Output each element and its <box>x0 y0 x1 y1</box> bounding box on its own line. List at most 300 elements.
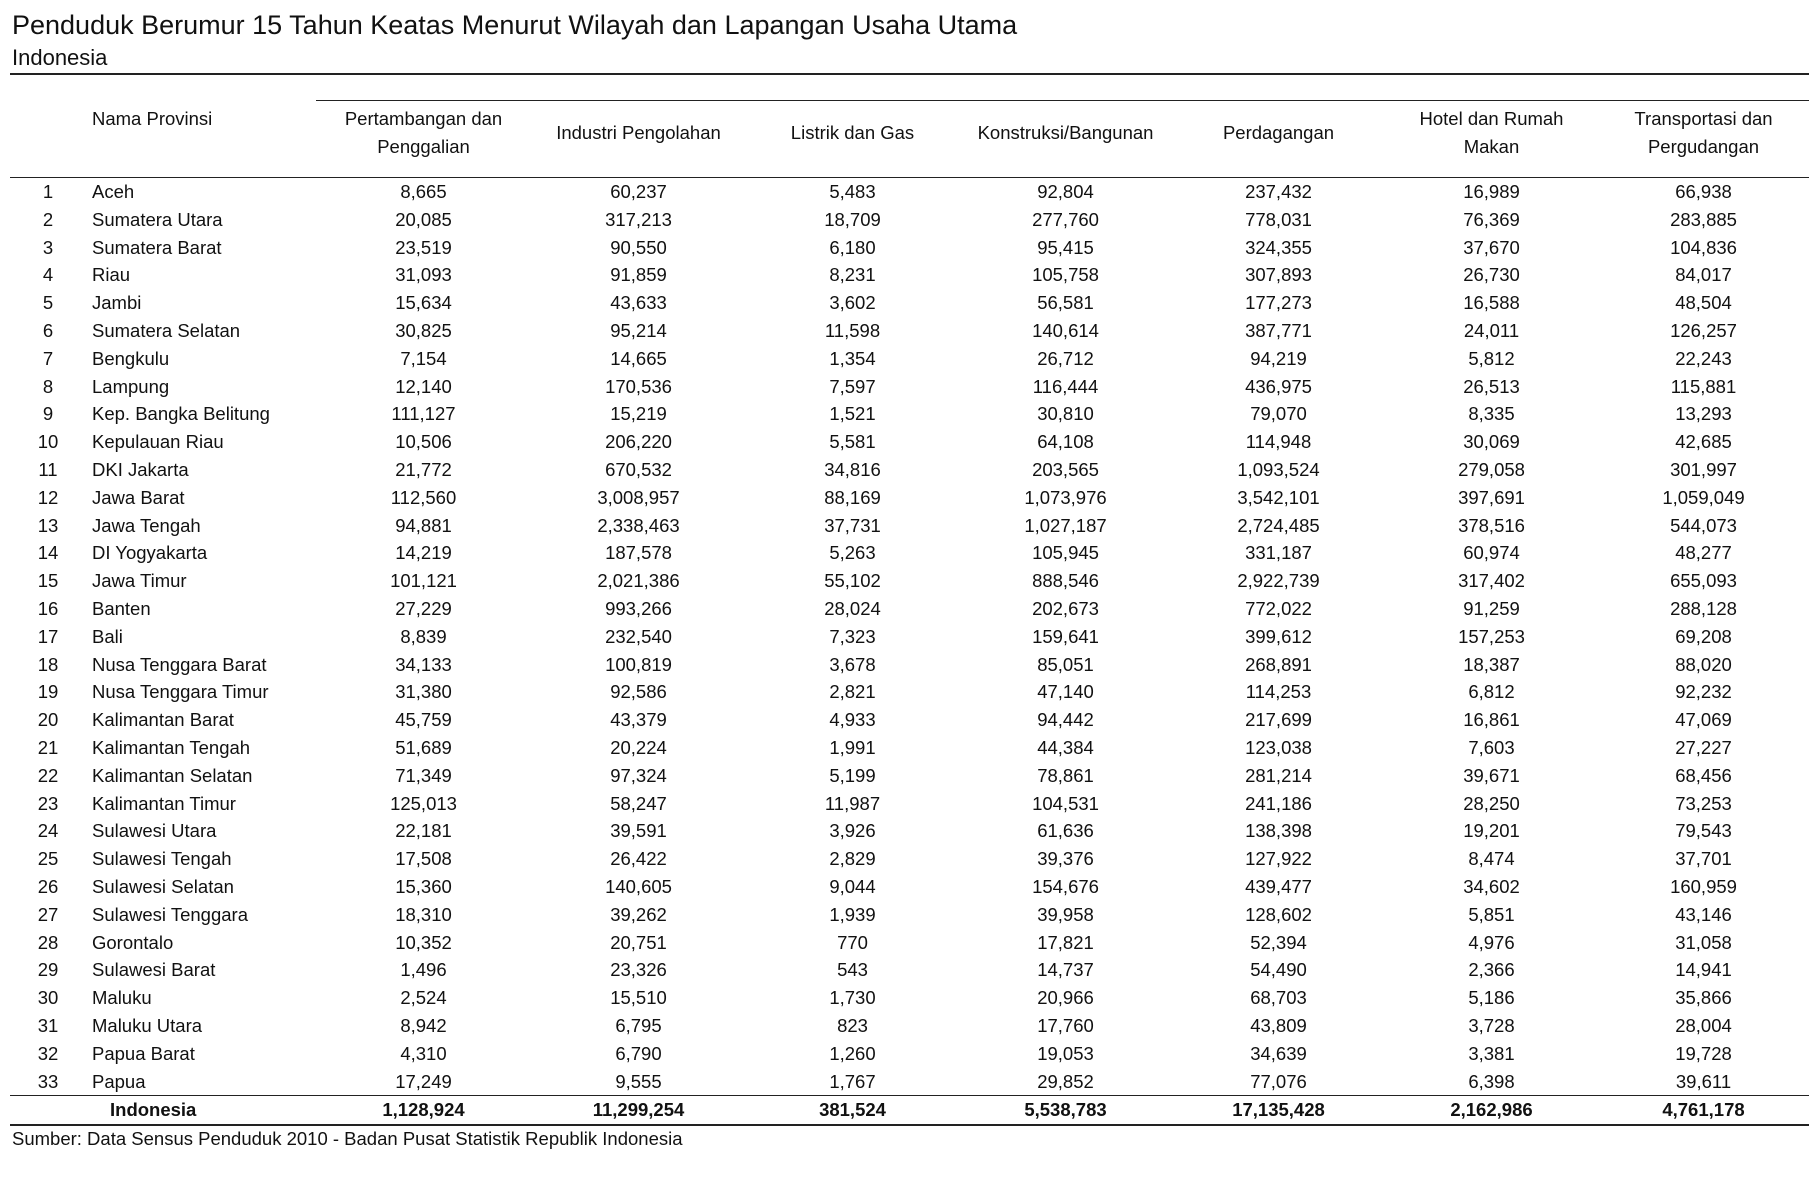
cell-value: 91,859 <box>610 264 667 286</box>
row-number: 2 <box>42 208 54 230</box>
province-name: Bali <box>92 625 123 647</box>
row-number: 10 <box>37 431 59 453</box>
table-row <box>10 178 1809 206</box>
province-name: Kalimantan Tengah <box>92 736 251 758</box>
cell-value: 111,127 <box>391 403 456 425</box>
cell-value: 31,380 <box>395 681 452 703</box>
row-number: 22 <box>37 764 59 786</box>
cell-value: 91,259 <box>1463 597 1520 619</box>
cell-value: 61,636 <box>1037 820 1094 842</box>
row-number: 32 <box>37 1042 59 1064</box>
cell-value: 105,758 <box>1032 264 1099 286</box>
cell-value: 1,354 <box>829 347 876 369</box>
cell-value: 34,816 <box>824 458 881 480</box>
cell-value: 37,670 <box>1463 236 1520 258</box>
province-name: Sulawesi Tenggara <box>92 903 248 925</box>
cell-value: 3,542,101 <box>1237 486 1320 508</box>
cell-value: 14,219 <box>395 542 452 564</box>
table-row <box>10 623 1809 651</box>
table-row <box>10 929 1809 957</box>
cell-value: 94,881 <box>395 514 452 536</box>
cell-value: 281,214 <box>1245 764 1312 786</box>
table-row <box>10 817 1809 845</box>
cell-value: 94,442 <box>1037 709 1094 731</box>
table-row <box>10 512 1809 540</box>
cell-value: 88,020 <box>1675 653 1732 675</box>
table-row <box>10 234 1809 262</box>
cell-value: 2,524 <box>400 987 447 1009</box>
row-number: 33 <box>37 1070 59 1092</box>
table-row <box>10 845 1809 873</box>
cell-value: 160,959 <box>1670 875 1737 897</box>
cell-value: 77,076 <box>1250 1070 1307 1092</box>
cell-value: 5,186 <box>1468 987 1515 1009</box>
cell-value: 48,504 <box>1675 292 1732 314</box>
cell-value: 7,603 <box>1468 736 1515 758</box>
row-number: 3 <box>42 236 54 258</box>
cell-value: 95,214 <box>610 319 667 341</box>
cell-value: 13,293 <box>1675 403 1732 425</box>
table-row <box>10 345 1809 373</box>
cell-value: 206,220 <box>605 431 672 453</box>
cell-value: 2,821 <box>829 681 876 703</box>
row-number: 5 <box>42 292 54 314</box>
cell-value: 4,310 <box>400 1042 447 1064</box>
total-value: 17,135,428 <box>1172 1096 1385 1126</box>
cell-value: 5,851 <box>1468 903 1515 925</box>
cell-value: 7,154 <box>400 347 447 369</box>
cell-value: 1,027,187 <box>1024 514 1107 536</box>
cell-value: 114,948 <box>1245 431 1312 453</box>
table-row <box>10 651 1809 679</box>
row-number: 25 <box>37 848 59 870</box>
cell-value: 101,121 <box>390 570 457 592</box>
cell-value: 317,402 <box>1458 570 1525 592</box>
cell-value: 85,051 <box>1037 653 1094 675</box>
province-name: Sulawesi Selatan <box>92 875 234 897</box>
cell-value: 29,852 <box>1037 1070 1094 1092</box>
cell-value: 39,611 <box>1675 1070 1732 1092</box>
header-konstruksi: Konstruksi/Bangunan <box>959 101 1172 178</box>
cell-value: 670,532 <box>605 458 672 480</box>
cell-value: 58,247 <box>610 792 667 814</box>
cell-value: 2,338,463 <box>597 514 680 536</box>
cell-value: 21,772 <box>395 458 452 480</box>
cell-value: 115,881 <box>1670 375 1737 397</box>
table-row <box>10 762 1809 790</box>
cell-value: 15,219 <box>610 403 667 425</box>
province-name: Kalimantan Timur <box>92 792 236 814</box>
cell-value: 95,415 <box>1037 236 1094 258</box>
cell-value: 37,701 <box>1675 848 1732 870</box>
table-row <box>10 790 1809 818</box>
row-number: 11 <box>38 458 58 480</box>
cell-value: 6,795 <box>615 1014 662 1036</box>
cell-value: 6,812 <box>1468 681 1515 703</box>
total-value: 11,299,254 <box>531 1096 746 1126</box>
cell-value: 157,253 <box>1458 625 1525 647</box>
cell-value: 90,550 <box>610 236 667 258</box>
cell-value: 378,516 <box>1458 514 1525 536</box>
cell-value: 17,760 <box>1037 1014 1094 1036</box>
cell-value: 177,273 <box>1245 292 1312 314</box>
cell-value: 14,737 <box>1037 959 1094 981</box>
cell-value: 31,093 <box>395 264 452 286</box>
province-name: Kalimantan Barat <box>92 709 234 731</box>
data-table <box>10 100 1809 1126</box>
row-number: 23 <box>37 792 59 814</box>
header-hotel: Hotel dan Rumah Makan <box>1385 101 1598 178</box>
cell-value: 20,224 <box>610 736 667 758</box>
cell-value: 66,938 <box>1675 181 1732 202</box>
cell-value: 116,444 <box>1032 375 1099 397</box>
cell-value: 543 <box>837 959 868 981</box>
cell-value: 2,366 <box>1468 959 1515 981</box>
cell-value: 9,555 <box>615 1070 662 1092</box>
row-number: 9 <box>42 403 54 425</box>
cell-value: 34,602 <box>1463 875 1520 897</box>
province-name: Nusa Tenggara Timur <box>92 681 269 703</box>
total-value: 2,162,986 <box>1385 1096 1598 1126</box>
cell-value: 104,531 <box>1032 792 1099 814</box>
cell-value: 20,751 <box>610 931 667 953</box>
cell-value: 127,922 <box>1245 848 1312 870</box>
cell-value: 76,369 <box>1463 208 1520 230</box>
cell-value: 283,885 <box>1670 208 1737 230</box>
cell-value: 12,140 <box>395 375 452 397</box>
cell-value: 18,387 <box>1463 653 1520 675</box>
cell-value: 24,011 <box>1463 319 1520 341</box>
cell-value: 27,227 <box>1675 736 1732 758</box>
cell-value: 14,941 <box>1675 959 1732 981</box>
cell-value: 3,602 <box>829 292 876 314</box>
cell-value: 8,335 <box>1468 403 1515 425</box>
cell-value: 39,591 <box>610 820 667 842</box>
cell-value: 10,506 <box>395 431 452 453</box>
cell-value: 84,017 <box>1675 264 1732 286</box>
cell-value: 317,213 <box>605 208 672 230</box>
province-name: Jambi <box>92 292 142 314</box>
total-label: Indonesia <box>86 1096 316 1126</box>
cell-value: 140,614 <box>1032 319 1099 341</box>
table-row <box>10 734 1809 762</box>
table-row <box>10 956 1809 984</box>
cell-value: 42,685 <box>1675 431 1732 453</box>
cell-value: 44,384 <box>1037 736 1094 758</box>
cell-value: 8,474 <box>1468 848 1515 870</box>
cell-value: 28,004 <box>1675 1014 1732 1036</box>
cell-value: 1,073,976 <box>1024 486 1107 508</box>
province-name: Maluku <box>92 987 152 1009</box>
cell-value: 324,355 <box>1245 236 1312 258</box>
cell-value: 888,546 <box>1032 570 1099 592</box>
cell-value: 73,253 <box>1675 792 1732 814</box>
title-divider <box>10 73 1809 75</box>
cell-value: 279,058 <box>1458 458 1525 480</box>
page-title: Penduduk Berumur 15 Tahun Keatas Menurut Wilayah dan Lapangan Usaha Utama <box>12 10 1018 40</box>
cell-value: 47,069 <box>1675 709 1732 731</box>
cell-value: 47,140 <box>1037 681 1094 703</box>
cell-value: 154,676 <box>1032 875 1099 897</box>
header-industri: Industri Pengolahan <box>531 101 746 178</box>
cell-value: 30,825 <box>395 319 452 341</box>
row-number: 31 <box>37 1014 59 1036</box>
cell-value: 203,565 <box>1032 458 1099 480</box>
cell-value: 2,021,386 <box>597 570 680 592</box>
cell-value: 3,678 <box>829 653 876 675</box>
cell-value: 8,942 <box>400 1014 447 1036</box>
row-number: 7 <box>42 347 54 369</box>
cell-value: 14,665 <box>610 347 667 369</box>
province-name: Sumatera Selatan <box>92 319 241 341</box>
cell-value: 8,839 <box>400 625 447 647</box>
table-row <box>10 456 1809 484</box>
cell-value: 11,598 <box>824 319 881 341</box>
cell-value: 301,997 <box>1670 458 1737 480</box>
cell-value: 43,633 <box>610 292 667 314</box>
cell-value: 8,665 <box>400 181 447 202</box>
cell-value: 241,186 <box>1245 792 1312 814</box>
cell-value: 7,323 <box>829 625 876 647</box>
cell-value: 17,821 <box>1037 931 1094 953</box>
table-row <box>10 984 1809 1012</box>
cell-value: 138,398 <box>1245 820 1312 842</box>
row-number: 20 <box>37 709 59 731</box>
cell-value: 387,771 <box>1245 319 1312 341</box>
cell-value: 112,560 <box>390 486 457 508</box>
cell-value: 27,229 <box>395 597 452 619</box>
cell-value: 39,958 <box>1037 903 1094 925</box>
row-number: 17 <box>37 625 59 647</box>
cell-value: 268,891 <box>1245 653 1312 675</box>
cell-value: 60,237 <box>610 181 667 202</box>
cell-value: 126,257 <box>1670 319 1737 341</box>
cell-value: 6,790 <box>615 1042 662 1064</box>
table-row <box>10 539 1809 567</box>
province-name: Riau <box>92 264 131 286</box>
cell-value: 3,728 <box>1468 1014 1515 1036</box>
cell-value: 48,277 <box>1675 542 1732 564</box>
cell-value: 3,008,957 <box>597 486 680 508</box>
cell-value: 64,108 <box>1037 431 1094 453</box>
province-name: Maluku Utara <box>92 1014 203 1036</box>
province-name: Sulawesi Utara <box>92 820 217 842</box>
cell-value: 26,422 <box>610 848 667 870</box>
table-row <box>10 678 1809 706</box>
cell-value: 307,893 <box>1245 264 1312 286</box>
header-perdagangan: Perdagangan <box>1172 101 1385 178</box>
row-number: 29 <box>37 959 59 981</box>
cell-value: 11,987 <box>824 792 881 814</box>
row-number: 1 <box>42 181 54 202</box>
cell-value: 43,809 <box>1250 1014 1307 1036</box>
cell-value: 17,508 <box>395 848 452 870</box>
cell-value: 28,250 <box>1463 792 1520 814</box>
cell-value: 97,324 <box>610 764 667 786</box>
cell-value: 68,703 <box>1250 987 1307 1009</box>
province-name: Banten <box>92 597 151 619</box>
province-name: Papua <box>92 1070 146 1092</box>
cell-value: 78,861 <box>1037 764 1094 786</box>
province-name: Gorontalo <box>92 931 174 953</box>
table-row <box>10 373 1809 401</box>
cell-value: 331,187 <box>1245 542 1312 564</box>
cell-value: 30,810 <box>1037 403 1094 425</box>
province-name: Jawa Tengah <box>92 514 201 536</box>
table-row <box>10 289 1809 317</box>
cell-value: 55,102 <box>824 570 881 592</box>
cell-value: 43,146 <box>1675 903 1732 925</box>
cell-value: 140,605 <box>605 875 672 897</box>
cell-value: 1,059,049 <box>1662 486 1745 508</box>
cell-value: 15,634 <box>395 292 452 314</box>
cell-value: 39,376 <box>1037 848 1094 870</box>
cell-value: 16,588 <box>1463 292 1520 314</box>
cell-value: 5,812 <box>1468 347 1515 369</box>
total-value: 1,128,924 <box>316 1096 531 1126</box>
cell-value: 4,976 <box>1468 931 1515 953</box>
cell-value: 60,974 <box>1463 542 1520 564</box>
cell-value: 92,232 <box>1675 681 1732 703</box>
cell-value: 436,975 <box>1245 375 1312 397</box>
cell-value: 4,933 <box>829 709 876 731</box>
province-name: Jawa Barat <box>92 486 185 508</box>
table-header-row <box>10 101 1809 178</box>
cell-value: 7,597 <box>829 375 876 397</box>
cell-value: 88,169 <box>824 486 881 508</box>
cell-value: 9,044 <box>829 875 876 897</box>
cell-value: 8,231 <box>829 264 876 286</box>
province-name: Sulawesi Tengah <box>92 848 232 870</box>
cell-value: 94,219 <box>1250 347 1307 369</box>
province-name: Kepulauan Riau <box>92 431 224 453</box>
cell-value: 15,360 <box>395 875 452 897</box>
province-name: Kalimantan Selatan <box>92 764 253 786</box>
cell-value: 23,326 <box>610 959 667 981</box>
table-row <box>10 1068 1809 1096</box>
cell-value: 993,266 <box>605 597 672 619</box>
cell-value: 56,581 <box>1037 292 1094 314</box>
header-pertambangan: Pertambangan dan Penggalian <box>316 101 531 178</box>
cell-value: 5,263 <box>829 542 876 564</box>
cell-value: 17,249 <box>395 1070 452 1092</box>
cell-value: 399,612 <box>1245 625 1312 647</box>
row-number: 24 <box>37 820 59 842</box>
total-value: 4,761,178 <box>1598 1096 1809 1126</box>
province-name: Sumatera Barat <box>92 236 222 258</box>
cell-value: 18,310 <box>395 903 452 925</box>
row-number: 28 <box>37 931 59 953</box>
table-row <box>10 595 1809 623</box>
province-name: Kep. Bangka Belitung <box>92 403 270 425</box>
table-row <box>10 1040 1809 1068</box>
page-subtitle: Indonesia <box>12 45 108 70</box>
cell-value: 69,208 <box>1675 625 1732 647</box>
row-number: 18 <box>37 653 59 675</box>
total-spacer <box>10 1096 86 1126</box>
cell-value: 1,730 <box>829 987 876 1009</box>
row-number: 19 <box>37 681 59 703</box>
cell-value: 92,804 <box>1037 181 1094 202</box>
row-number: 16 <box>37 597 59 619</box>
province-name: Bengkulu <box>92 347 170 369</box>
cell-value: 45,759 <box>395 709 452 731</box>
cell-value: 170,536 <box>605 375 672 397</box>
row-number: 15 <box>37 570 59 592</box>
cell-value: 68,456 <box>1675 764 1732 786</box>
cell-value: 54,490 <box>1250 959 1307 981</box>
cell-value: 778,031 <box>1245 208 1312 230</box>
cell-value: 19,728 <box>1675 1042 1732 1064</box>
cell-value: 26,712 <box>1037 347 1094 369</box>
cell-value: 39,671 <box>1463 764 1520 786</box>
province-name: Sulawesi Barat <box>92 959 216 981</box>
table-row <box>10 400 1809 428</box>
cell-value: 26,730 <box>1463 264 1520 286</box>
row-number: 6 <box>42 319 54 341</box>
province-name: Nusa Tenggara Barat <box>92 653 267 675</box>
cell-value: 655,093 <box>1670 570 1737 592</box>
cell-value: 1,521 <box>829 403 876 425</box>
cell-value: 104,836 <box>1670 236 1737 258</box>
cell-value: 237,432 <box>1245 181 1312 202</box>
cell-value: 16,989 <box>1463 181 1520 202</box>
row-number: 12 <box>37 486 59 508</box>
cell-value: 22,243 <box>1675 347 1732 369</box>
row-number: 8 <box>42 375 54 397</box>
table-body <box>10 178 1809 1096</box>
table-row <box>10 484 1809 512</box>
cell-value: 277,760 <box>1032 208 1099 230</box>
cell-value: 37,731 <box>824 514 881 536</box>
table-row <box>10 428 1809 456</box>
row-number: 13 <box>37 514 59 536</box>
cell-value: 1,991 <box>829 736 876 758</box>
cell-value: 19,201 <box>1463 820 1520 842</box>
cell-value: 28,024 <box>824 597 881 619</box>
province-name: Aceh <box>92 181 135 202</box>
table-row <box>10 706 1809 734</box>
header-transportasi: Transportasi dan Pergudangan <box>1598 101 1809 178</box>
row-number: 14 <box>37 542 59 564</box>
province-name: Sumatera Utara <box>92 208 223 230</box>
cell-value: 18,709 <box>824 208 881 230</box>
province-name: DKI Jakarta <box>92 458 189 480</box>
cell-value: 6,398 <box>1468 1070 1515 1092</box>
row-number: 26 <box>37 875 59 897</box>
cell-value: 123,038 <box>1245 736 1312 758</box>
cell-value: 15,510 <box>610 987 667 1009</box>
province-name: DI Yogyakarta <box>92 542 208 564</box>
cell-value: 92,586 <box>610 681 667 703</box>
cell-value: 71,349 <box>395 764 452 786</box>
table-row <box>10 567 1809 595</box>
province-name: Lampung <box>92 375 170 397</box>
cell-value: 772,022 <box>1245 597 1312 619</box>
table-row <box>10 1012 1809 1040</box>
cell-value: 202,673 <box>1032 597 1099 619</box>
cell-value: 6,180 <box>829 236 876 258</box>
cell-value: 2,724,485 <box>1237 514 1320 536</box>
cell-value: 3,381 <box>1468 1042 1515 1064</box>
table-row <box>10 206 1809 234</box>
cell-value: 3,926 <box>829 820 876 842</box>
cell-value: 823 <box>837 1014 868 1036</box>
table-row <box>10 261 1809 289</box>
cell-value: 31,058 <box>1675 931 1732 953</box>
cell-value: 439,477 <box>1245 875 1312 897</box>
cell-value: 20,966 <box>1037 987 1094 1009</box>
